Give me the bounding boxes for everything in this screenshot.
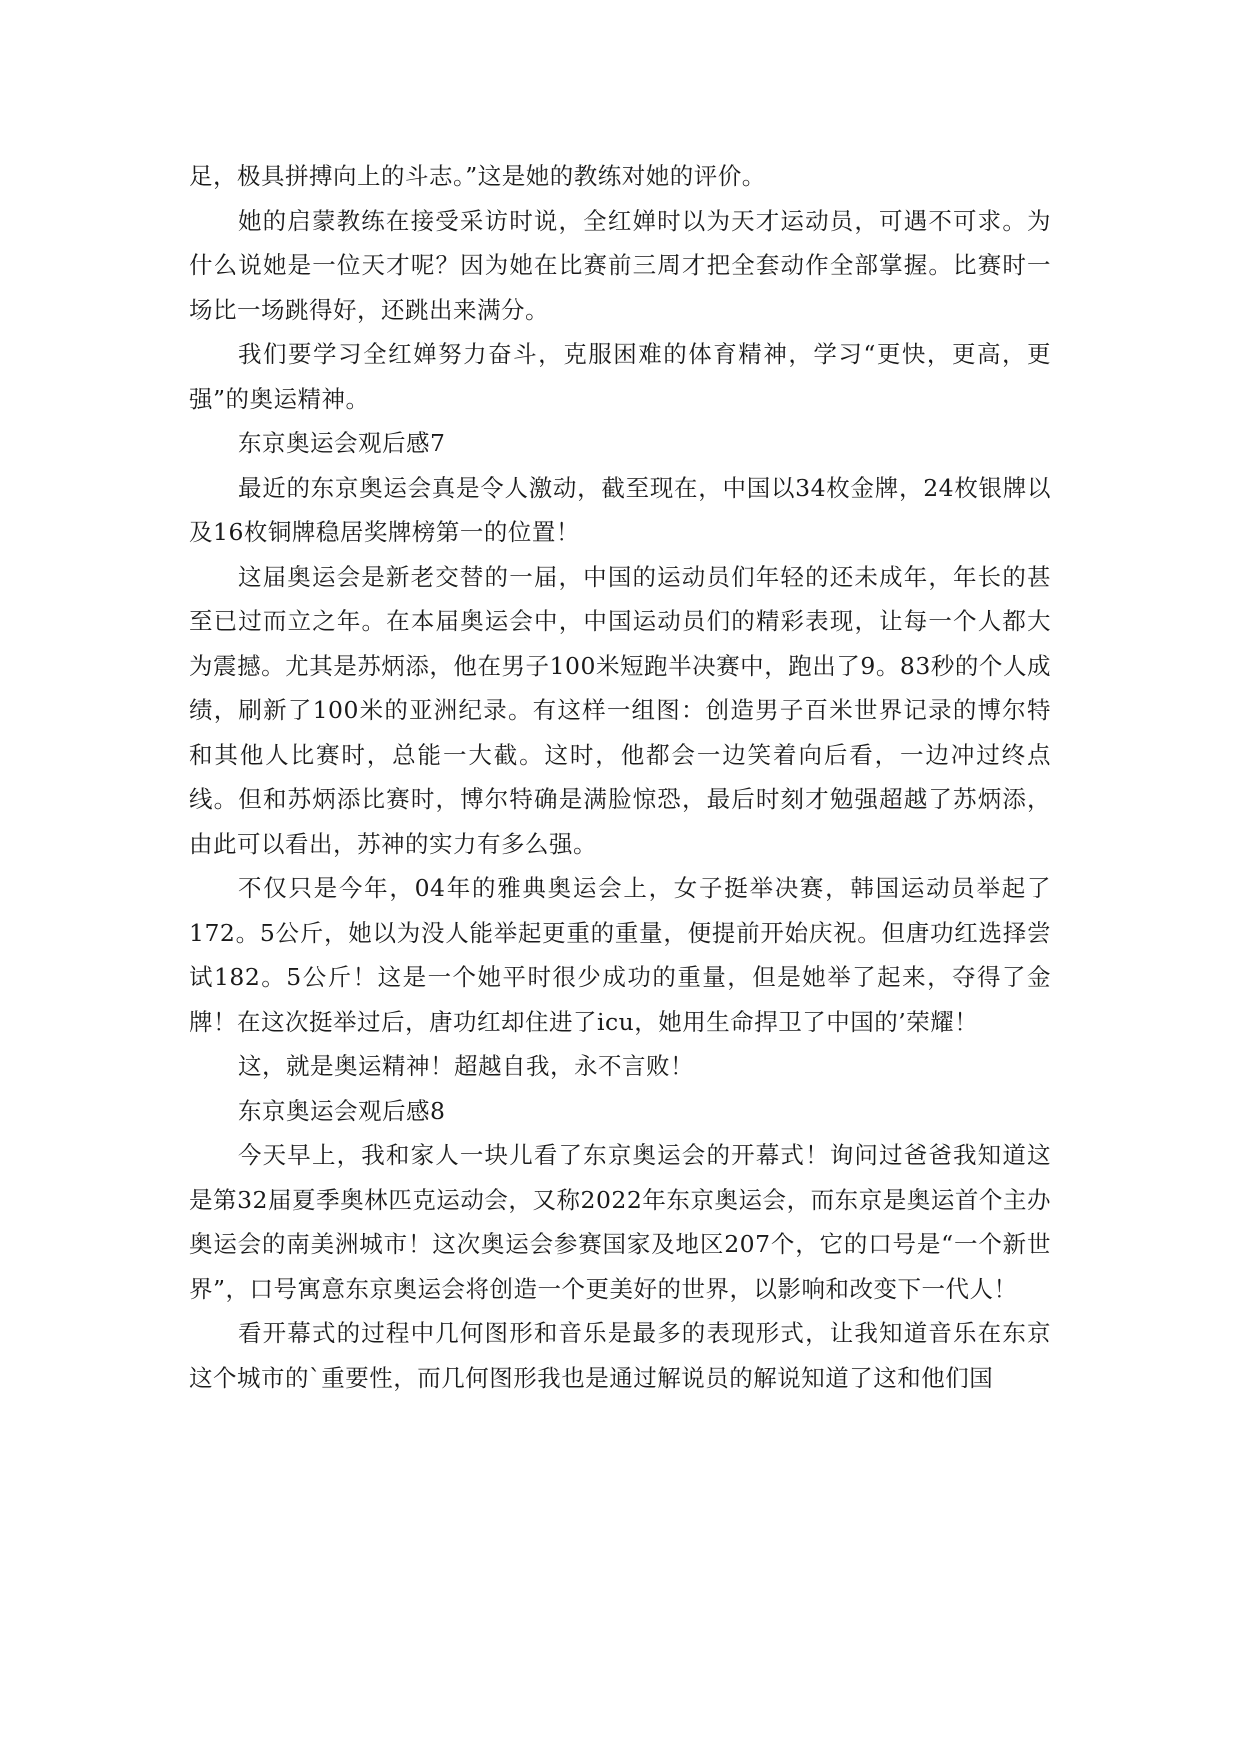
paragraph: 这，就是奥运精神！超越自我，永不言败！ [238,1052,694,1080]
section-heading: 东京奥运会观后感8 [238,1096,446,1125]
paragraph: 最近的东京奥运会真是令人激动，截至现在，中国以34枚金牌，24枚银牌以及16枚铜牌稳居奖牌榜第一的位置！ [189,473,1051,546]
paragraph: 看开幕式的过程中几何图形和音乐是最多的表现形式，让我知道音乐在东京这个城市的`重要性，而几何图形我也是通过解说员的解说知道了这和他们国 [189,1319,1051,1392]
paragraph: 今天早上，我和家人一块儿看了东京奥运会的开幕式！询问过爸爸我知道这是第32届夏季奥林匹克运动会，又称2022年东京奥运会，而东京是奥运首个主办奥运会的南美洲城市！这次奥运会参赛国家及地区207个，它的口号是“一个新世界”，口号寓意东京奥运会将创造一个更美好的世界，以影响和改变下一代人！ [189,1141,1051,1303]
paragraph: 足，极具拼搏向上的斗志。”这是她的教练对她的评价。 [189,162,766,190]
article-body [189,154,1051,1400]
paragraph: 这届奥运会是新老交替的一届，中国的运动员们年轻的还未成年，年长的甚至已过而立之年。在本届奥运会中，中国运动员们的精彩表现，让每一个人都大为震撼。尤其是苏炳添，他在男子100米短跑半决赛中，跑出了9。83秒的个人成绩，刷新了100米的亚洲纪录。有这样一组图：创造男子百米世界记录的博尔特和其他人比赛时，总能一大截。这时，他都会一边笑着向后看，一边冲过终点线。但和苏炳添比赛时，博尔特确是满脸惊恐，最后时刻才勉强超越了苏炳添，由此可以看出，苏神的实力有多么强。 [189,562,1051,858]
section-heading: 东京奥运会观后感7 [238,429,446,457]
paragraph: 我们要学习全红婵努力奋斗，克服困难的体育精神，学习“更快，更高，更强”的奥运精神。 [189,340,1051,413]
paragraph: 不仅只是今年，04年的雅典奥运会上，女子挺举决赛，韩国运动员举起了172。5公斤，她以为没人能举起更重的重量，便提前开始庆祝。但唐功红选择尝试182。5公斤！这是一个她平时很少成功的重量，但是她举了起来，夺得了金牌！在这次挺举过后，唐功红却住进了icu，她用生命捍卫了中国的’荣耀！ [189,874,1051,1036]
paragraph: 她的启蒙教练在接受采访时说，全红婵时以为天才运动员，可遇不可求。为什么说她是一位天才呢？因为她在比赛前三周才把全套动作全部掌握。比赛时一场比一场跳得好，还跳出来满分。 [189,206,1051,324]
